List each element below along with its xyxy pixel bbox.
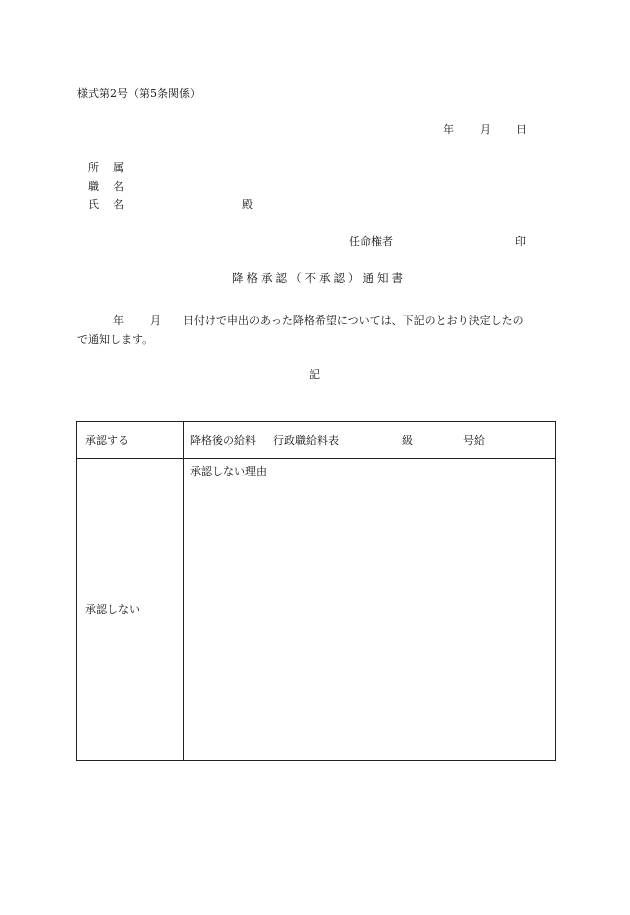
ki-heading: 記 (309, 368, 320, 381)
honorific-label: 殿 (242, 198, 253, 211)
seal-label: 印 (515, 235, 526, 248)
affiliation-label: 所属 (88, 161, 138, 174)
date-day-label: 日 (516, 123, 527, 136)
approve-cell-label: 承認する (85, 434, 129, 447)
date-month-label: 月 (480, 123, 491, 136)
position-label: 職名 (88, 180, 138, 193)
name-label: 氏名 (88, 198, 138, 211)
date-year-label: 年 (443, 123, 454, 136)
disapproval-reason-label: 承認しない理由 (190, 465, 267, 478)
body-month-label: 月 (150, 314, 161, 327)
salary-table-name: 行政職給料表 (273, 434, 339, 447)
body-paragraph (77, 311, 557, 349)
disapprove-cell-label: 承認しない (85, 603, 140, 616)
step-unit-label: 号給 (463, 434, 485, 447)
salary-after-demotion-label: 降格後の給料 (190, 434, 256, 447)
body-year-label: 年 (113, 314, 124, 327)
table-row-divider (77, 458, 555, 459)
appointer-label: 任命権者 (349, 235, 393, 248)
name-row (88, 198, 138, 211)
grade-unit-label: 級 (402, 434, 413, 447)
body-text-line2: で通知します。 (77, 333, 154, 346)
position-row (88, 180, 138, 193)
decision-table (76, 421, 556, 761)
document-title: 降格承認（不承認）通知書 (232, 271, 406, 285)
table-column-divider (183, 422, 184, 760)
affiliation-row (88, 161, 138, 174)
body-text-line1: 日付けで申出のあった降格希望については、下記のとおり決定したの (183, 314, 524, 327)
form-number-label: 様式第2号（第5条関係） (77, 87, 201, 100)
